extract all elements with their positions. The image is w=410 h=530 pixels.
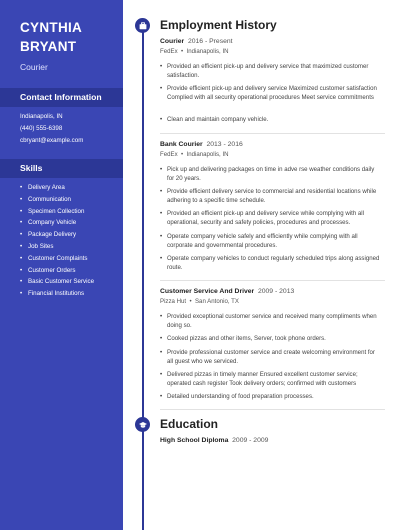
contact-location: Indianapolis, IN <box>20 113 63 120</box>
briefcase-icon <box>135 18 150 33</box>
job-entry-company: Pizza Hut <box>160 298 187 305</box>
job-entry-location: Indianapolis, IN <box>186 151 229 158</box>
bullet-item: • Provided an efficient pick-up and delivery service that maximized customer satisfaction. <box>167 62 382 81</box>
graduation-cap-icon <box>135 417 150 432</box>
education-heading: Education <box>160 417 219 431</box>
skill-item: • Financial Institutions <box>20 288 94 300</box>
skill-item: • Specimen Collection <box>20 206 94 218</box>
bullet-item: • Operate company vehicle safely and efficiently while complying with all corporate and governmental procedures. <box>167 232 382 251</box>
bullet-item: • Provided exceptional customer service and received many compliments when doing so. <box>167 312 382 331</box>
skill-item: • Customer Orders <box>20 265 94 277</box>
job-entry-dates: 2016 - Present <box>187 38 233 45</box>
contact-heading: Contact Information <box>20 92 102 102</box>
divider <box>160 133 385 134</box>
divider <box>160 409 385 410</box>
skills-section-band <box>0 159 123 178</box>
employment-heading: Employment History <box>160 18 277 32</box>
bullet-item: • Provide efficient delivery service to commercial and residential locations while adhering to a specific time schedule. <box>167 187 382 206</box>
education-dates: 2009 - 2009 <box>232 437 269 444</box>
divider <box>160 280 385 281</box>
skills-list <box>20 182 94 300</box>
skill-item: • Job Sites <box>20 241 94 253</box>
contact-section-band <box>0 88 123 107</box>
job-entry-dates: 2009 - 2013 <box>257 288 295 295</box>
last-name: BRYANT <box>20 39 77 54</box>
job-entry: Bank Courier 2013 - 2016 FedEx • Indianapolis, IN <box>160 141 243 158</box>
job-title: Courier <box>20 62 48 72</box>
job-entry-title: Bank Courier <box>160 141 203 148</box>
skill-item: • Communication <box>20 194 94 206</box>
education-degree: High School Diploma <box>160 437 229 444</box>
skill-item: • Company Vehicle <box>20 217 94 229</box>
skill-item: • Package Delivery <box>20 229 94 241</box>
job-entry: Customer Service And Driver 2009 - 2013 Pizza Hut • San Antonio, TX <box>160 288 295 305</box>
job-entry-title: Customer Service And Driver <box>160 288 255 295</box>
job-entry-title: Courier <box>160 38 185 45</box>
contact-phone: (440) 555-6398 <box>20 125 63 132</box>
skills-heading: Skills <box>20 163 43 173</box>
first-name: CYNTHIA <box>20 20 83 35</box>
bullet-item: • Clean and maintain company vehicle. <box>167 115 382 124</box>
bullet-item: • Provide professional customer service and create welcoming environment for all guest who we serviced. <box>167 348 382 367</box>
skill-item: • Delivery Area <box>20 182 94 194</box>
bullet-item: • Operate company vehicles to conduct regularly scheduled trips along assigned route. <box>167 254 382 273</box>
bullet-item: • Detailed understanding of food preparation processes. <box>167 392 382 401</box>
bullet-item: • Pick up and delivering packages on time in adve rse weather conditions daily for 20 years. <box>167 165 382 184</box>
sidebar <box>0 0 123 530</box>
timeline-line <box>142 25 144 530</box>
job-entry: Courier 2016 - Present FedEx • Indianapolis, IN <box>160 38 233 55</box>
bullet-item: • Provided an efficient pick-up and delivery service while complying with all operational, security and safety policies, procedures and processes. <box>167 209 382 228</box>
candidate-name <box>20 18 82 56</box>
job-entry-dates: 2013 - 2016 <box>206 141 243 148</box>
bullet-item: • Provide efficient pick-up and delivery service Maximized customer satisfaction Complied with all security operational procedures Meet service commitments <box>167 84 382 103</box>
contact-email: cbryant@example.com <box>20 137 84 144</box>
job-entry-company: FedEx <box>160 48 178 55</box>
skill-item: • Customer Complaints <box>20 253 94 265</box>
job-entry-location: Indianapolis, IN <box>186 48 229 55</box>
skill-item: • Basic Customer Service <box>20 276 94 288</box>
education-entry <box>160 437 268 444</box>
bullet-item: • Delivered pizzas in timely manner Ensured excellent customer service; operated cash register Took delivery orders; confirmed with customers <box>167 370 382 389</box>
job-entry-company: FedEx <box>160 151 178 158</box>
bullet-item: • Cooked pizzas and other items, Server, took phone orders. <box>167 334 382 343</box>
job-entry-location: San Antonio, TX <box>194 298 239 305</box>
